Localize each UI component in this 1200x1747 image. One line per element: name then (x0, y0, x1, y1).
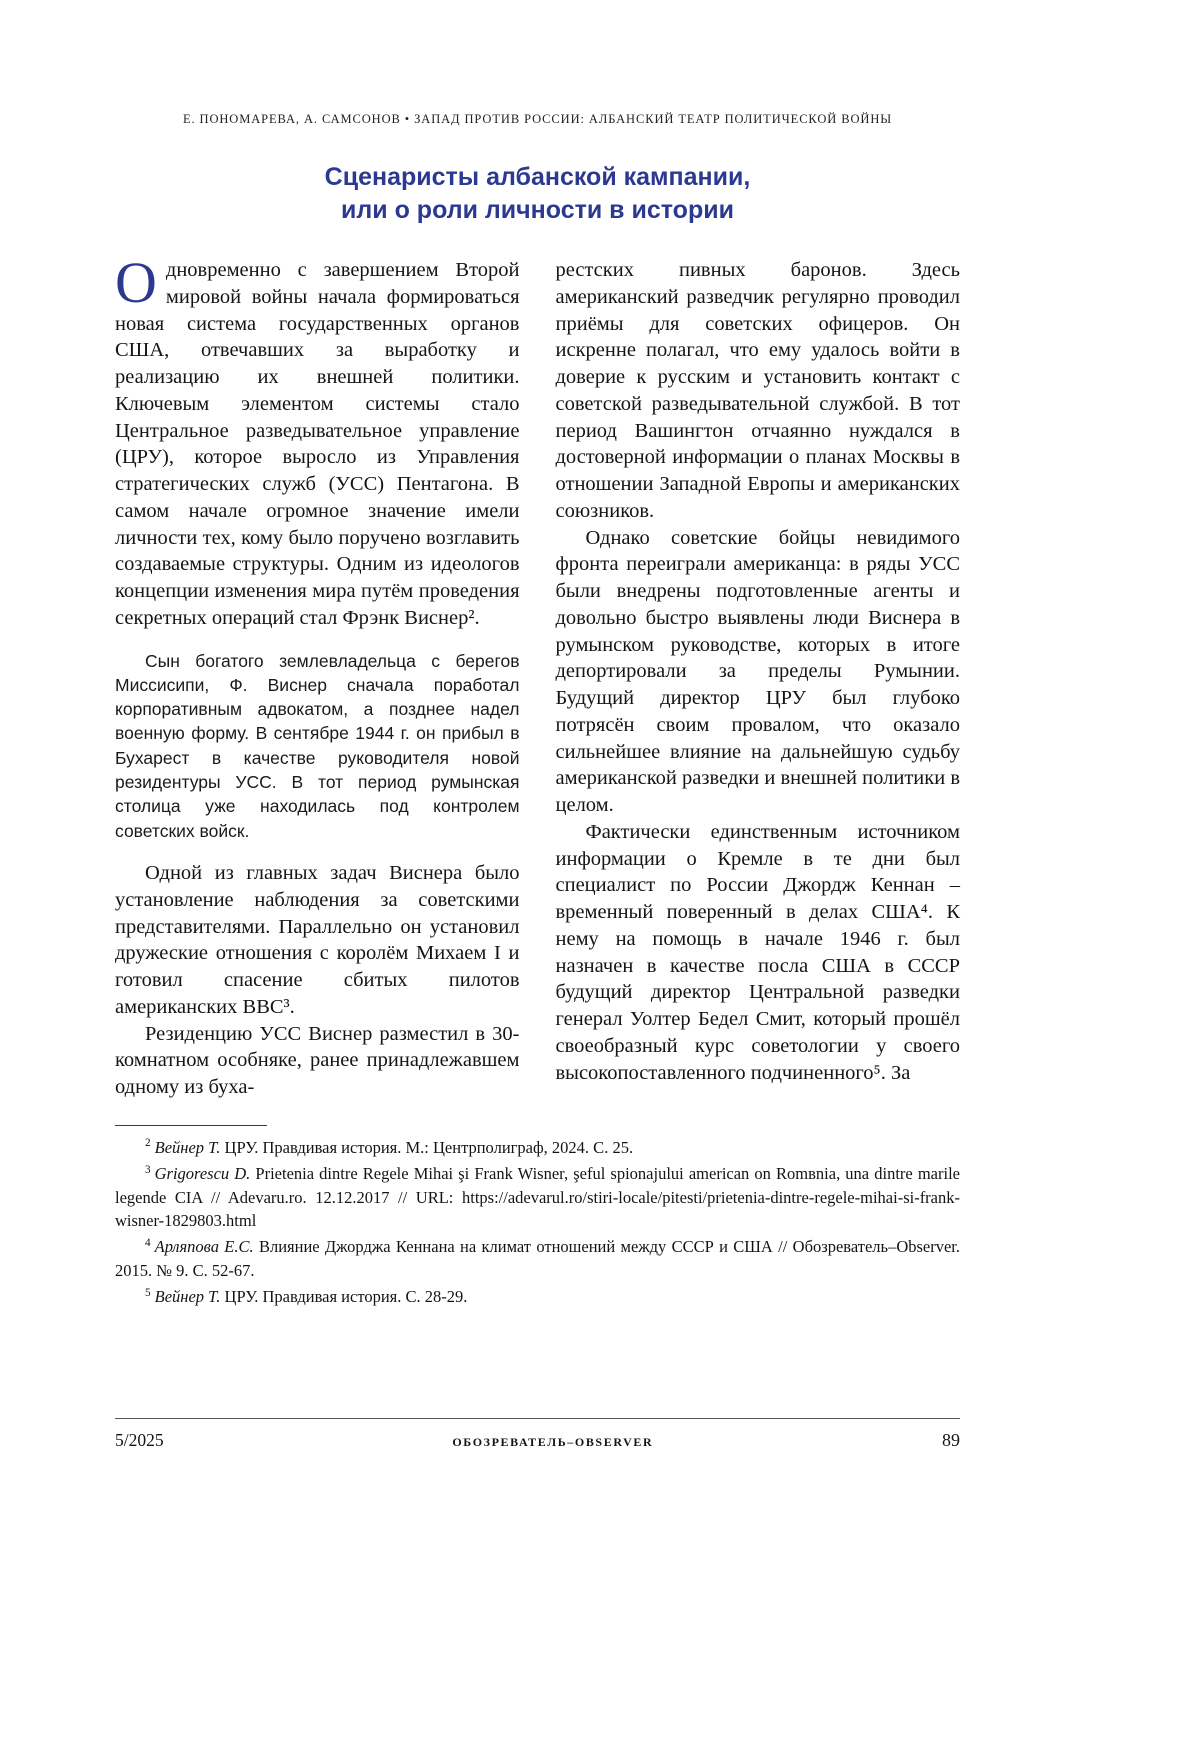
article-title-line2: или о роли личности в истории (341, 196, 734, 224)
page-number: 89 (942, 1430, 960, 1450)
running-head: Е. ПОНОМАРЕВА, А. САМСОНОВ • ЗАПАД ПРОТИВ РОССИИ: АЛБАНСКИЙ ТЕАТР ПОЛИТИЧЕСКОЙ ВОЙНЫ (182, 112, 893, 126)
footnote-3 (115, 1162, 960, 1232)
page-content (115, 0, 960, 1312)
footnote-5-number: 5 (145, 1286, 151, 1299)
footnote-2-number: 2 (145, 1137, 151, 1150)
footnote-separator-rule (115, 1125, 267, 1126)
footnote-2-author: Вейнер Т. (154, 1137, 221, 1157)
footnote-3-number: 3 (145, 1163, 151, 1176)
paragraph-residence: Резиденцию УСС Виснер разместил в 30-комнатном особняке, ранее принадлежавшем одному из буха- (115, 1022, 520, 1098)
footnote-4-number: 4 (145, 1236, 151, 1249)
footnote-5 (115, 1285, 960, 1308)
footnote-4 (115, 1235, 960, 1282)
drop-cap: О (115, 250, 157, 315)
article-title (115, 161, 960, 227)
journal-name: ОБОЗРЕВАТЕЛЬ–OBSERVER (452, 1435, 654, 1449)
inset-note-paragraph: Сын богатого землевладельца с берегов Миссисипи, Ф. Виснер сначала поработал корпоративным адвокатом, а позднее надел военную форму. В сентябре 1944 г. он прибыл в Бухарест в качестве руководителя новой резидентуры УСС. В тот период румынская столица уже находилась под контролем советских войск. (115, 650, 520, 841)
two-column-body (115, 250, 960, 1101)
issue-number: 5/2025 (115, 1430, 164, 1450)
footnote-2 (115, 1136, 960, 1159)
footnotes-section (115, 1125, 960, 1309)
footnote-3-author: Grigorescu D. (154, 1164, 251, 1184)
footnote-2-text: ЦРУ. Правдивая история. М.: Центрполиграф, 2024. С. 25. (220, 1137, 634, 1157)
footnote-5-text: ЦРУ. Правдивая история. С. 28-29. (220, 1287, 468, 1307)
paragraph-opening-text: дновременно с завершением Второй мировой войны начала формироваться новая система государственных органов США, отвечавших за выработку и реализацию их внешней политики. Ключевым элементом системы стало Центральное разведывательное управление (ЦРУ), которое выросло из Управления стратегических служб (УСС) Пентагона. В самом начале огромное значение имели личности тех, кому было поручено возглавить создаваемые структуры. Одним из идеологов концепции изменения мира путём проведения секретных операций стал Фрэнк Виснер². (115, 259, 520, 629)
paragraph-continuation: рестских пивных баронов. Здесь американский разведчик регулярно проводил приёмы для советских офицеров. Он искренне полагал, что ему удалось войти в доверие к русским и установить контакт с советской разведывательной службой. В тот период Вашингтон отчаянно нуждался в достоверной информации о планах Москвы в отношении Западной Европы и американских союзников. (555, 259, 960, 522)
footnote-5-author: Вейнер Т. (154, 1287, 221, 1307)
right-column (556, 257, 961, 1101)
paragraph-opening (115, 250, 520, 632)
paragraph-wisner-tasks: Одной из главных задач Виснера было установление наблюдения за советскими представителями. Параллельно он установил дружеские отношения с королём Михаем I и готовил спасение сбитых пилотов американских ВВС³. (115, 862, 520, 1018)
article-title-line1: Сценаристы албанской кампании, (324, 163, 751, 191)
footnote-3-text: Prietenia dintre Regele Mihai şi Frank Wisner, şeful spionajului american on Romвnia, una dintre marile legende CIA // Adevaru.ro. 12.12.2017 // URL: https://adevarul.ro/stiri-locale/pitesti/prietenia-dintre-regele-mihai-si-frank-wisner-1829803.html (115, 1164, 960, 1231)
footnote-4-text: Влияние Джорджа Кеннана на климат отношений между СССР и США // Обозреватель–Observer. 2015. № 9. С. 52-67. (115, 1237, 961, 1280)
footnote-4-author: Арляпова Е.С. (154, 1237, 254, 1257)
paragraph-kennan: Фактически единственным источником информации о Кремле в те дни был специалист по России Джордж Кеннан – временный поверенный в делах США⁴. К нему на помощь в начале 1946 г. был назначен в качестве посла США в СССР будущий директор Центральной разведки генерал Уолтер Бедел Смит, который прошёл своеобразный курс советологии у своего высокопоставленного подчиненного⁵. За (555, 820, 960, 1084)
paragraph-soviet-agents: Однако советские бойцы невидимого фронта переиграли американца: в ряды УСС были внедрены подготовленные агенты и довольно быстро выявлены люди Виснера в румынском руководстве, которых в итоге депортировали за пределы Румынии. Будущий директор ЦРУ был глубоко потрясён своим провалом, что оказало сильнейшее влияние на дальнейшую судьбу американской разведки и внешней политики в целом. (555, 526, 960, 816)
left-column (115, 250, 520, 1101)
page-footer (115, 1418, 960, 1451)
